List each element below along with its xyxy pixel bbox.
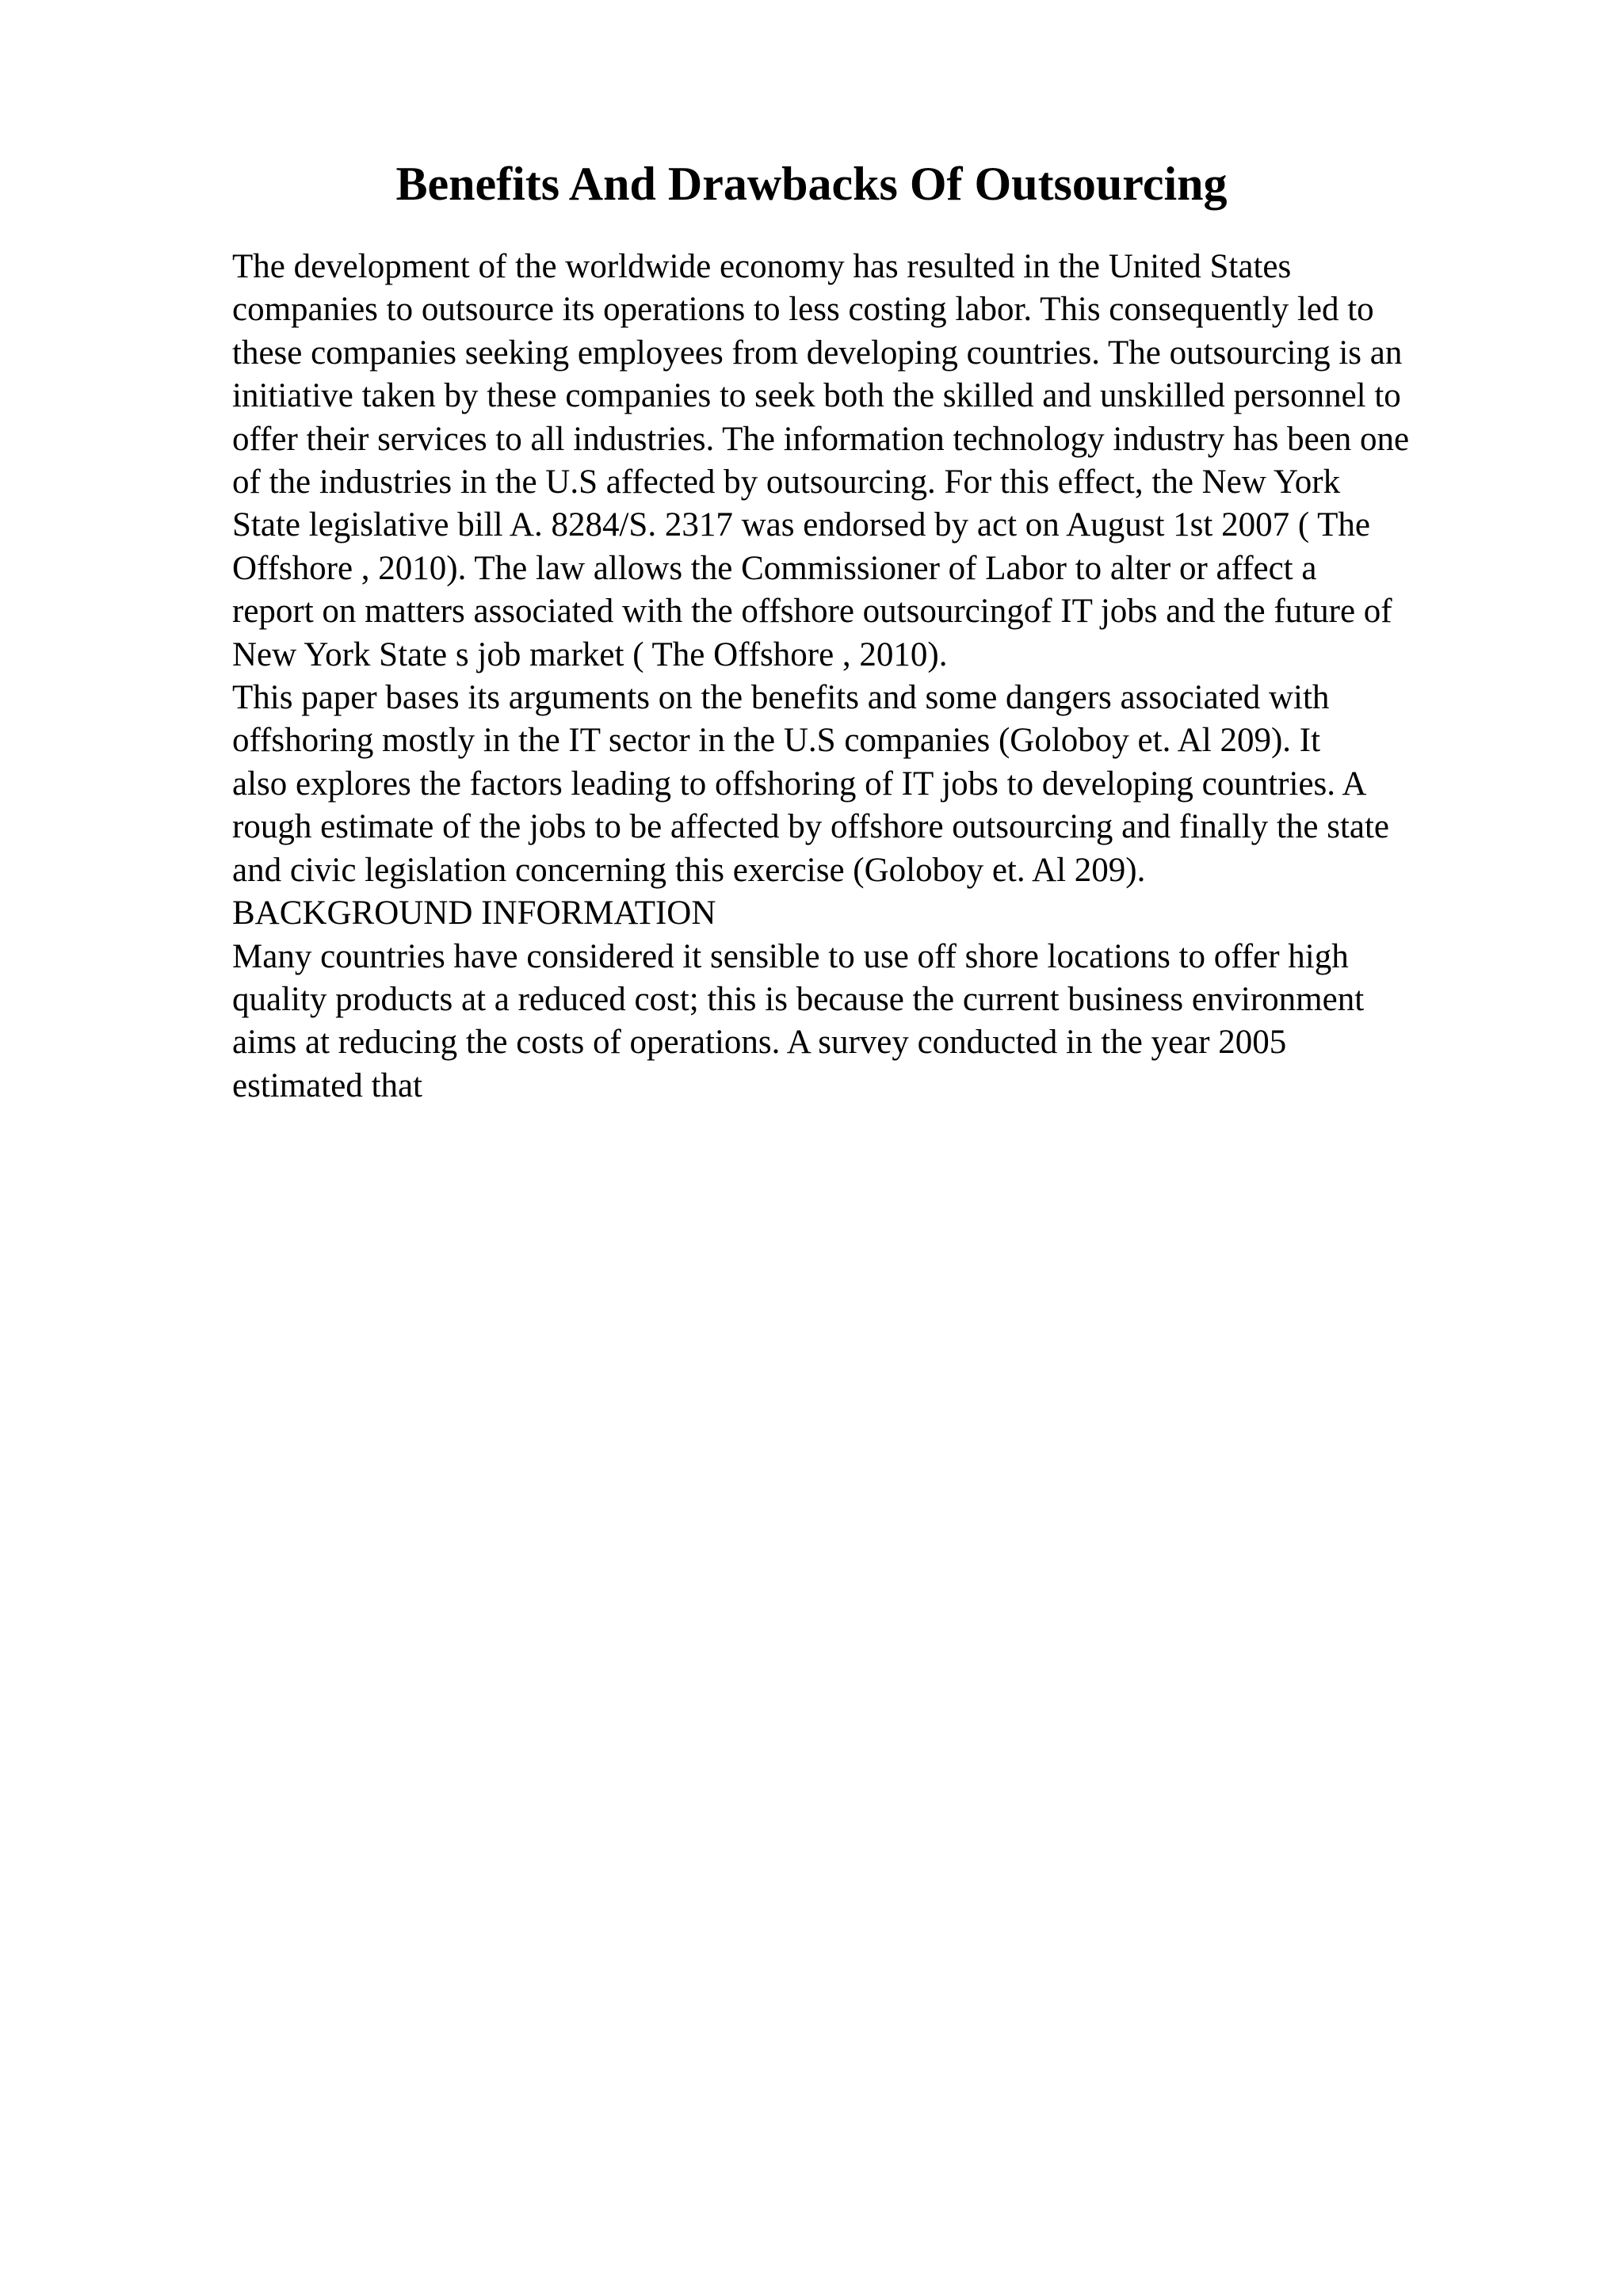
text-line: also explores the factors leading to offshoring of IT jobs to developing countries. A bbox=[232, 765, 1367, 803]
text-line: aims at reducing the costs of operations. A survey conducted in the year 2005 bbox=[232, 1024, 1287, 1062]
text-line: and civic legislation concerning this exercise (Goloboy et. Al 209). bbox=[232, 851, 1146, 889]
text-line: The development of the worldwide economy has resulted in the United States bbox=[232, 248, 1292, 285]
text-line: New York State s job market ( The Offshore , 2010). bbox=[232, 635, 948, 673]
text-line: initiative taken by these companies to seek both the skilled and unskilled personnel to bbox=[232, 377, 1401, 415]
text-line: estimated that bbox=[232, 1066, 423, 1104]
document-title: Benefits And Drawbacks Of Outsourcing bbox=[395, 158, 1228, 210]
text-line: of the industries in the U.S affected by outsourcing. For this effect, the New York bbox=[232, 463, 1341, 502]
section-heading-background-information: BACKGROUND INFORMATION bbox=[232, 894, 716, 933]
text-line: Many countries have considered it sensible to use off shore locations to offer high bbox=[232, 937, 1349, 975]
text-line: quality products at a reduced cost; this is because the current business environment bbox=[232, 980, 1365, 1018]
text-line: Offshore , 2010). The law allows the Commissioner of Labor to alter or affect a bbox=[232, 549, 1317, 587]
text-line: companies to outsource its operations to less costing labor. This consequently led to bbox=[232, 291, 1374, 329]
text-line: offer their services to all industries. The information technology industry has been one bbox=[232, 420, 1410, 458]
document-body bbox=[232, 246, 1532, 1108]
text-line: State legislative bill A. 8284/S. 2317 was endorsed by act on August 1st 2007 ( The bbox=[232, 506, 1370, 544]
text-line: these companies seeking employees from developing countries. The outsourcing is an bbox=[232, 334, 1403, 372]
text-line: offshoring mostly in the IT sector in the U.S companies (Goloboy et. Al 209). It bbox=[232, 722, 1321, 760]
text-line: report on matters associated with the offshore outsourcingof IT jobs and the future of bbox=[232, 593, 1392, 631]
text-line: rough estimate of the jobs to be affected by offshore outsourcing and finally the state bbox=[232, 808, 1390, 846]
text-line: This paper bases its arguments on the benefits and some dangers associated with bbox=[232, 679, 1330, 717]
